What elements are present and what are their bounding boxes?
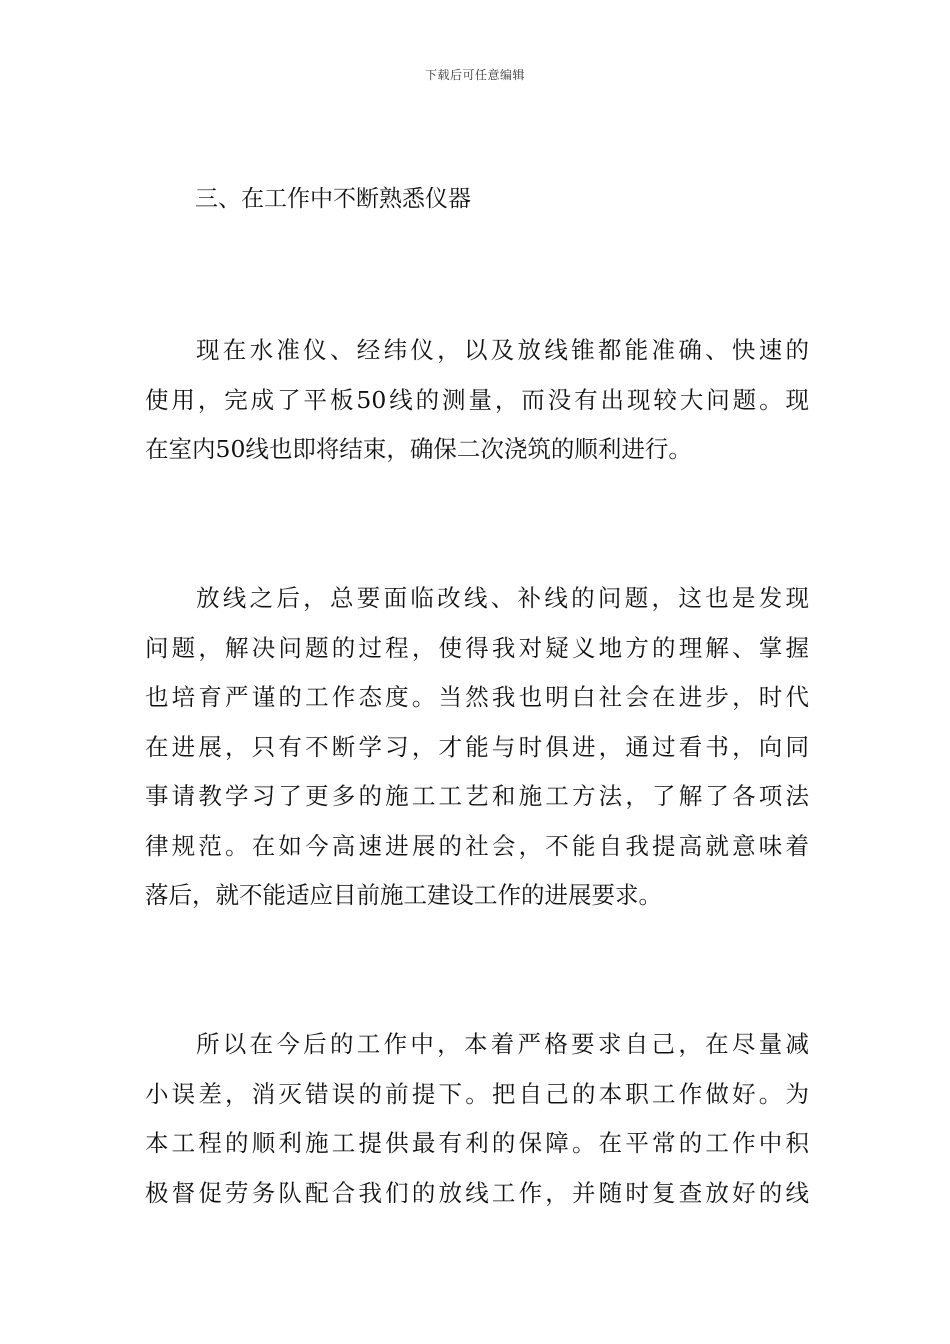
header-note: 下载后可任意编辑 (424, 68, 525, 82)
paragraph-future-work (145, 1020, 809, 1218)
paragraph-line: 落后，就不能适应目前施工建设工作的进展要求。 (145, 881, 662, 909)
paragraph-line: 也培育严谨的工作态度。当然我也明白社会在进步，时代 (145, 683, 809, 711)
paragraph-line: 问题，解决问题的过程，使得我对疑义地方的理解、掌握 (145, 633, 809, 662)
paragraph-line: 所以在今后的工作中，本着严格要求自己，在尽量减 (196, 1030, 809, 1058)
paragraph-line: 在进展，只有不断学习，才能与时俱进，通过看书，向同 (145, 732, 809, 761)
paragraph-line: 极督促劳务队配合我们的放线工作，并随时复查放好的线 (145, 1178, 809, 1207)
paragraph-line: 律规范。在如今高速进展的社会，不能自我提高就意味着 (145, 831, 809, 860)
paragraph-line: 事请教学习了更多的施工工艺和施工方法，了解了各项法 (145, 782, 809, 810)
paragraph-line: 现在水准仪、经纬仪，以及放线锥都能准确、快速的 (196, 336, 809, 364)
paragraph-line: 本工程的顺利施工提供最有利的保障。在平常的工作中积 (145, 1129, 809, 1157)
paragraph-line: 小误差，消灭错误的前提下。把自己的本职工作做好。为 (145, 1079, 809, 1108)
paragraph-instruments (145, 326, 809, 475)
paragraph-line: 使用，完成了平板50线的测量，而没有出现较大问题。现 (145, 385, 809, 414)
paragraph-line: 放线之后，总要面临改线、补线的问题，这也是发现 (196, 584, 809, 612)
paragraph-learning (145, 574, 809, 921)
section-heading: 三、在工作中不断熟悉仪器 (195, 186, 471, 212)
paragraph-line: 在室内50线也即将结束，确保二次浇筑的顺利进行。 (145, 435, 692, 463)
